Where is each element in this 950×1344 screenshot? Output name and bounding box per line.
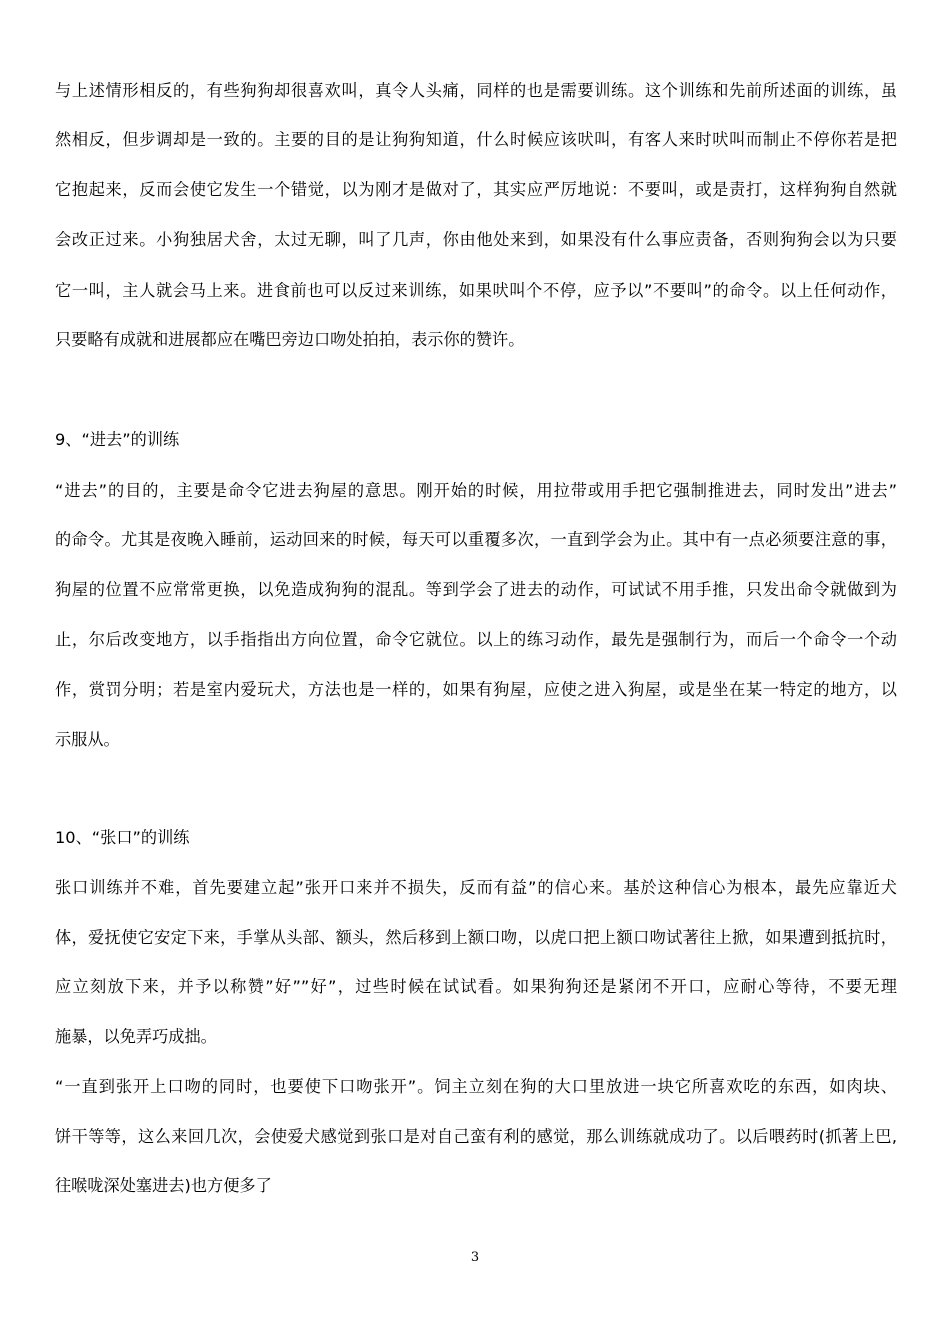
paragraph-line: 狗屋的位置不应常常更换，以免造成狗狗的混乱。等到学会了进去的动作，可试试不用手推，只发出命令就做到为 <box>55 580 897 599</box>
paragraph-line: 作，赏罚分明；若是室内爱玩犬，方法也是一样的，如果有狗屋，应使之进入狗屋，或是坐在某一特定的地方，以 <box>55 680 897 699</box>
paragraph-line: 张口训练并不难，首先要建立起”张开口来并不损失，反而有益”的信心来。基於这种信心为根本，最先应靠近犬 <box>55 878 897 897</box>
paragraph-line: 应立刻放下来，并予以称赞”好””好”，过些时候在试试看。如果狗狗还是紧闭不开口，应耐心等待，不要无理 <box>55 977 897 996</box>
paragraph-line: 它一叫，主人就会马上来。进食前也可以反过来训练，如果吠叫个不停，应予以”不要叫”的命令。以上任何动作， <box>55 281 897 300</box>
page-number: 3 <box>470 1250 480 1265</box>
paragraph-line: 施暴，以免弄巧成拙。 <box>55 1027 217 1046</box>
paragraph-line: 止，尔后改变地方，以手指指出方向位置，命令它就位。以上的练习动作，最先是强制行为，而后一个命令一个动 <box>55 630 897 649</box>
paragraph-line: 然相反，但步调却是一致的。主要的目的是让狗狗知道，什么时候应该吠叫，有客人来时吠叫而制止不停你若是把 <box>55 130 897 149</box>
paragraph-line: 它抱起来，反而会使它发生一个错觉，以为刚才是做对了，其实应严厉地说：不要叫，或是责打，这样狗狗自然就 <box>55 180 897 199</box>
paragraph-line: “一直到张开上口吻的同时，也要使下口吻张开”。饲主立刻在狗的大口里放进一块它所喜欢吃的东西，如肉块、 <box>55 1077 897 1096</box>
paragraph-line: 体，爱抚使它安定下来，手掌从头部、额头，然后移到上额口吻，以虎口把上额口吻试著往上掀，如果遭到抵抗时， <box>55 928 897 947</box>
paragraph-line: 往喉咙深处塞进去)也方便多了 <box>55 1176 272 1195</box>
paragraph-line: 会改正过来。小狗独居犬舍，太过无聊，叫了几声，你由他处来到，如果没有什么事应责备，否则狗狗会以为只要 <box>55 230 897 249</box>
paragraph-line: 示服从。 <box>55 730 120 749</box>
paragraph-line: “进去”的目的，主要是命令它进去狗屋的意思。刚开始的时候，用拉带或用手把它强制推进去，同时发出”进去” <box>55 481 897 500</box>
paragraph-line: 与上述情形相反的，有些狗狗却很喜欢叫，真令人头痛，同样的也是需要训练。这个训练和先前所述面的训练，虽 <box>55 81 897 100</box>
paragraph-line: 只要略有成就和进展都应在嘴巴旁边口吻处拍拍，表示你的赞许。 <box>55 330 525 349</box>
paragraph-line: 的命令。尤其是夜晚入睡前，运动回来的时候，每天可以重覆多次，一直到学会为止。其中有一点必须要注意的事， <box>55 530 897 549</box>
paragraph-line: 饼干等等，这么来回几次，会使爱犬感觉到张口是对自己蛮有利的感觉，那么训练就成功了。以后喂药时(抓著上巴, <box>55 1127 897 1146</box>
section-heading: 10、“张口”的训练 <box>55 828 190 847</box>
section-heading: 9、“进去”的训练 <box>55 430 180 449</box>
